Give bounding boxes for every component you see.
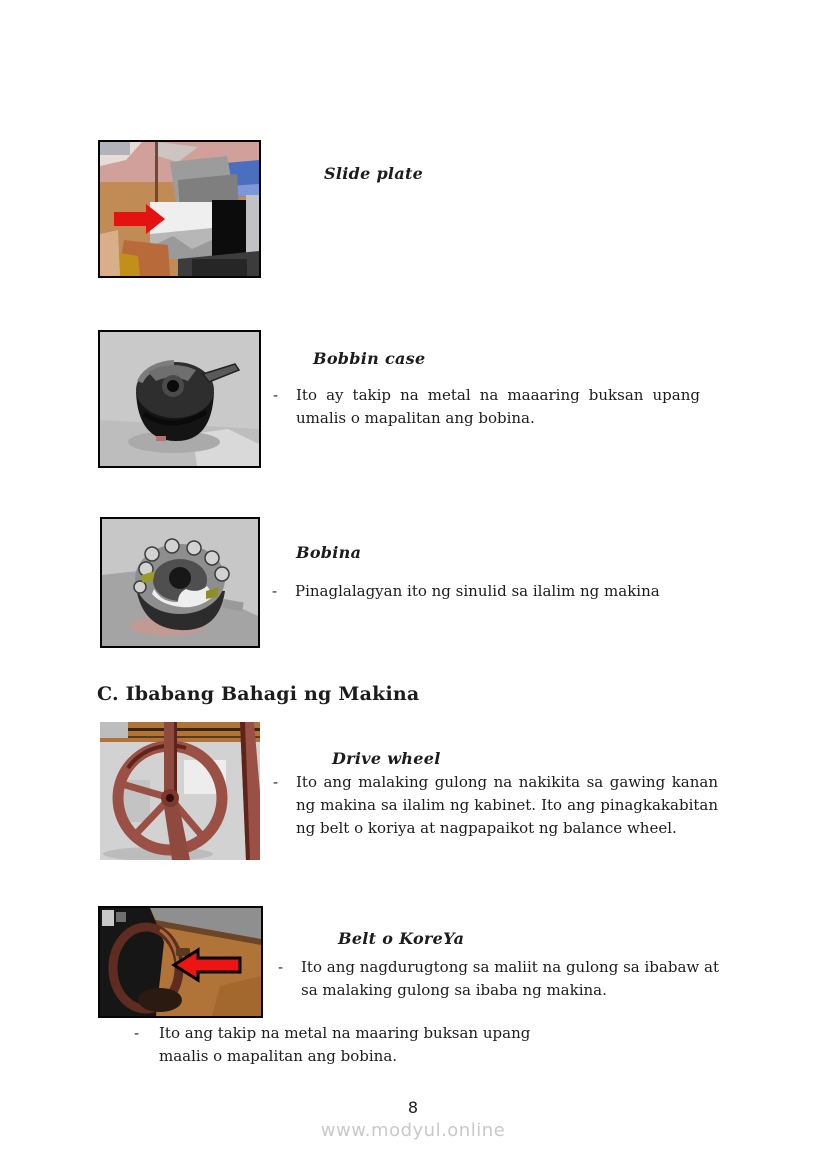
watermark: www.modyul.online (320, 1120, 506, 1141)
closing-bullet (134, 1022, 559, 1068)
bullet-dash: - (273, 773, 279, 791)
bobina-photo (100, 517, 260, 648)
drive-wheel-photo (100, 722, 260, 860)
bullet-text: Ito ang malaking gulong na nakikita sa gawing kanan ng makina sa ilalim ng kabinet. Ito ang pinagkakabitan ng belt o koriya at nagpapaikot ng balance wheel. (296, 773, 718, 837)
slide-plate-illustration (100, 142, 259, 276)
drive-wheel-illustration (100, 722, 260, 860)
section-heading: C. Ibabang Bahagi ng Makina (97, 683, 420, 705)
page-number: 8 (407, 1098, 419, 1117)
bullet-dash: - (272, 582, 278, 600)
bobbin-case-illustration (100, 332, 259, 466)
belt-illustration (100, 908, 261, 1016)
bobina-bullet (272, 580, 660, 603)
bobbin-case-caption: Bobbin case (313, 349, 426, 368)
bullet-dash: - (134, 1024, 140, 1042)
bobbin-case-bullet (273, 384, 700, 430)
slide-plate-photo (98, 140, 261, 278)
bullet-text: Ito ay takip na metal na maaaring buksan upang umalis o mapalitan ang bobina. (296, 386, 700, 427)
bobina-illustration (102, 519, 258, 646)
belt-caption: Belt o KoreYa (338, 929, 465, 948)
drive-wheel-caption: Drive wheel (332, 749, 441, 768)
belt-photo (98, 906, 263, 1018)
bullet-text: Pinaglalagyan ito ng sinulid sa ilalim ng makina (295, 582, 660, 600)
belt-bullet (278, 956, 719, 1002)
bullet-dash: - (273, 386, 279, 404)
drive-wheel-bullet (273, 771, 718, 840)
bobbin-case-photo (98, 330, 261, 468)
bullet-text: Ito ang nagdurugtong sa maliit na gulong sa ibabaw at sa malaking gulong sa ibaba ng makina. (301, 958, 719, 999)
bobina-caption: Bobina (296, 543, 362, 562)
bullet-text: Ito ang takip na metal na maaring buksan upang maalis o mapalitan ang bobina. (159, 1024, 531, 1065)
bullet-dash: - (278, 958, 284, 976)
slide-plate-caption: Slide plate (324, 164, 424, 183)
